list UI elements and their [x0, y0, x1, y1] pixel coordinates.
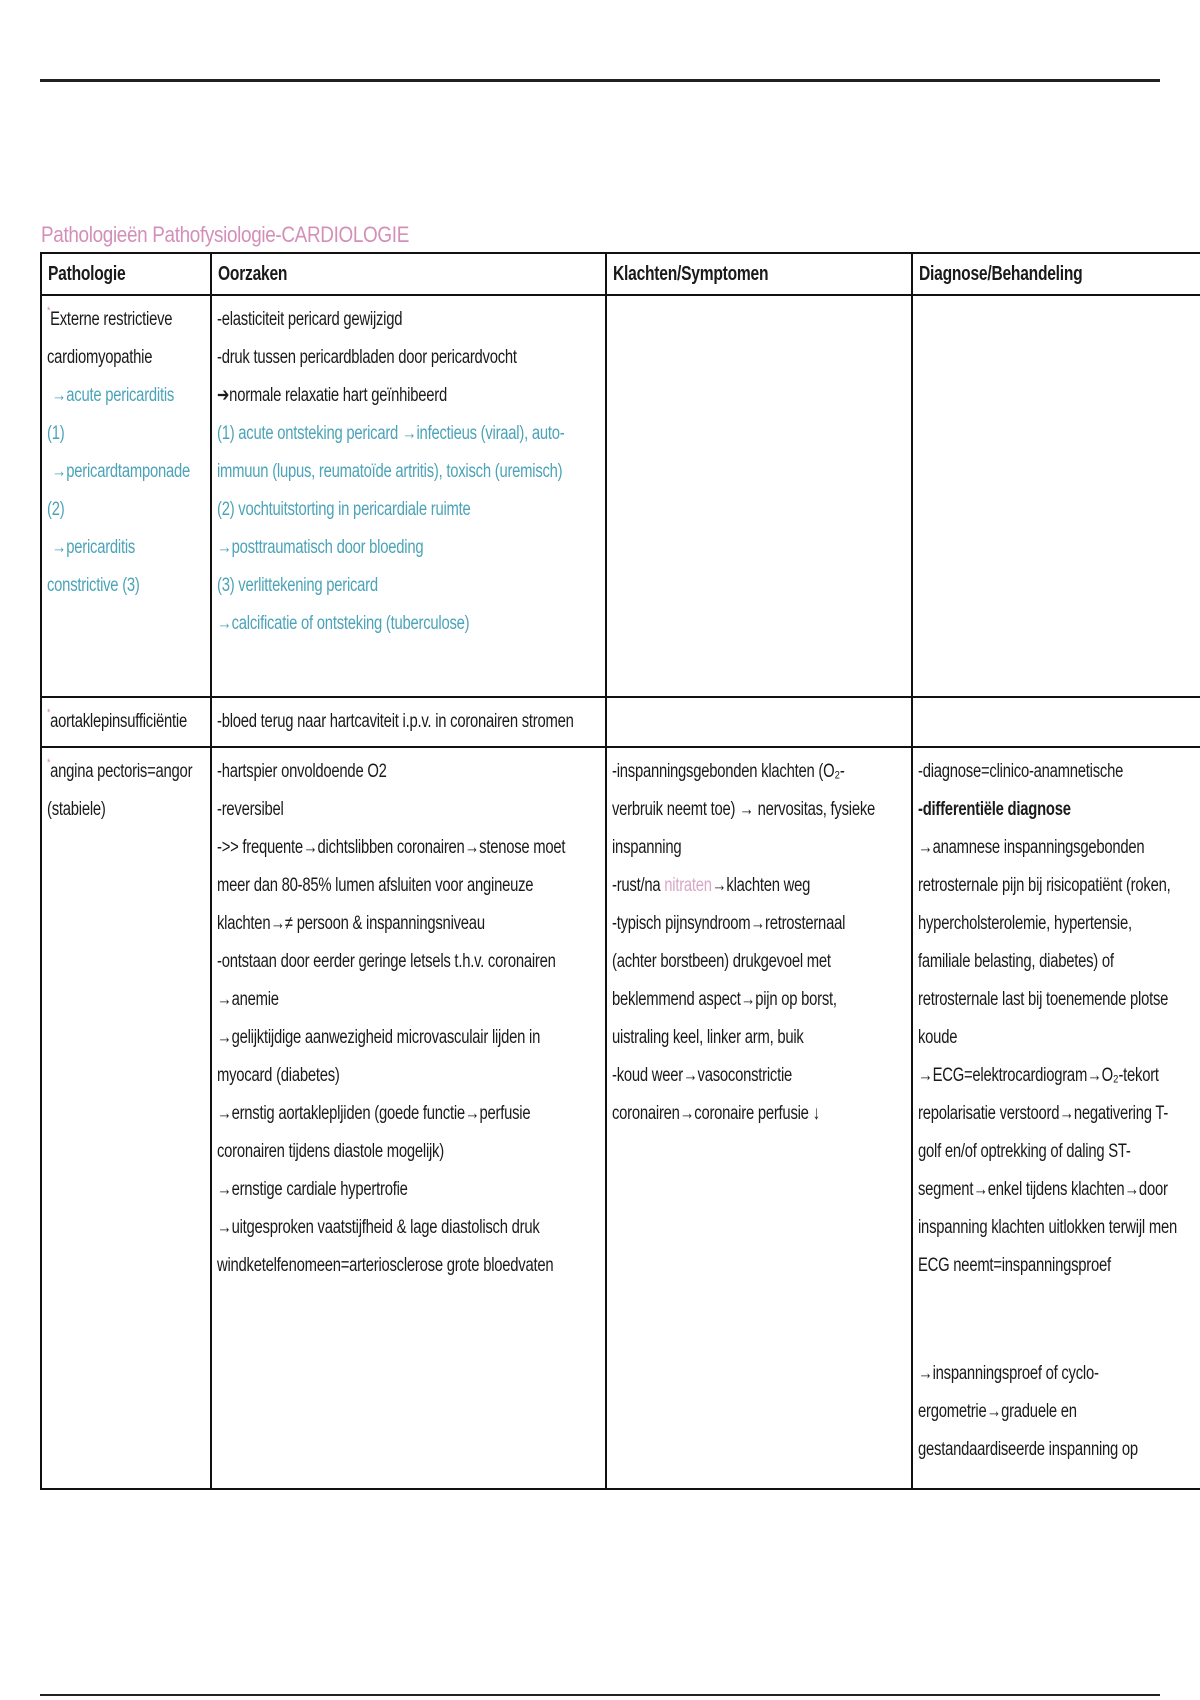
bottom-rule — [40, 1694, 1160, 1696]
header-pathologie: Pathologie — [41, 253, 211, 295]
cell-pathologie: *Externe restrictieve cardiomyopathie →acute pericarditis (1) →pericardtamponade (2) →pericarditis constrictive (3) — [41, 295, 211, 697]
cell-klachten: -inspanningsgebonden klachten (O₂- verbruik neemt toe) → nervositas, fysieke inspanning -rust/na nitraten→klachten weg -typisch pijnsyndroom→retrosternaal (achter borstbeen) drukgevoel met beklemmend aspect→pijn op borst, uistraling keel, linker arm, buik -koud weer→vasoconstrictie coronairen→coronaire perfusie ↓ — [606, 747, 912, 1489]
cell-diagnose — [912, 697, 1200, 747]
table-row — [41, 747, 1200, 1489]
top-rule — [40, 79, 1160, 82]
cell-pathologie: *angina pectoris=angor (stabiele) — [41, 747, 211, 1489]
page-title: Pathologieën Pathofysiologie-CARDIOLOGIE — [41, 222, 409, 247]
header-oorzaken: Oorzaken — [211, 253, 606, 295]
asterisk-marker: * — [47, 305, 51, 317]
cell-klachten — [606, 295, 912, 697]
cell-diagnose: -diagnose=clinico-anamnetische -differentiële diagnose →anamnese inspanningsgebonden retrosternale pijn bij risicopatiënt (roken, hypercholsterolemie, hypertensie, familiale belasting, diabetes) of retrosternale last bij toenemende plotse koude →ECG=elektrocardiogram→O₂-tekort repolarisatie verstoord→negativering T- golf en/of optrekking of daling ST- segment→enkel tijdens klachten→door inspanning klachten uitlokken terwijl men ECG neemt=inspanningsproef →inspanningsproef of cyclo- ergometrie→graduele en gestandaardiseerde inspanning op — [912, 747, 1200, 1489]
cell-klachten — [606, 697, 912, 747]
cell-oorzaken: -bloed terug naar hartcaviteit i.p.v. in coronairen stromen — [211, 697, 606, 747]
header-diagnose: Diagnose/Behandeling — [912, 253, 1200, 295]
cell-oorzaken: -elasticiteit pericard gewijzigd -druk tussen pericardbladen door pericardvocht ➔normale relaxatie hart geïnhibeerd (1) acute ontsteking pericard →infectieus (viraal), auto- immuun (lupus, reumatoïde artritis), toxisch (uremisch) (2) vochtuitstorting in pericardiale ruimte →posttraumatisch door bloeding (3) verlittekening pericard →calcificatie of ontsteking (tuberculose) — [211, 295, 606, 697]
asterisk-marker: * — [47, 707, 51, 719]
cell-diagnose — [912, 295, 1200, 697]
asterisk-marker: * — [47, 757, 51, 769]
table-row — [41, 697, 1200, 747]
table-header-row — [41, 253, 1200, 295]
cell-oorzaken: -hartspier onvoldoende O2 -reversibel ->> frequente→dichtslibben coronairen→stenose moet meer dan 80-85% lumen afsluiten voor angineuze klachten→≠ persoon & inspanningsniveau -ontstaan door eerder geringe letsels t.h.v. coronairen →anemie →gelijktijdige aanwezigheid microvasculair lijden in myocard (diabetes) →ernstig aortaklepljiden (goede functie→perfusie coronairen tijdens diastole mogelijk) →ernstige cardiale hypertrofie →uitgesproken vaatstijfheid & lage diastolisch druk windketelfenomeen=arteriosclerose grote bloedvaten — [211, 747, 606, 1489]
header-klachten: Klachten/Symptomen — [606, 253, 912, 295]
table-row — [41, 295, 1200, 697]
cell-pathologie: *aortaklepinsufficiëntie — [41, 697, 211, 747]
pathology-table — [40, 252, 1200, 1490]
